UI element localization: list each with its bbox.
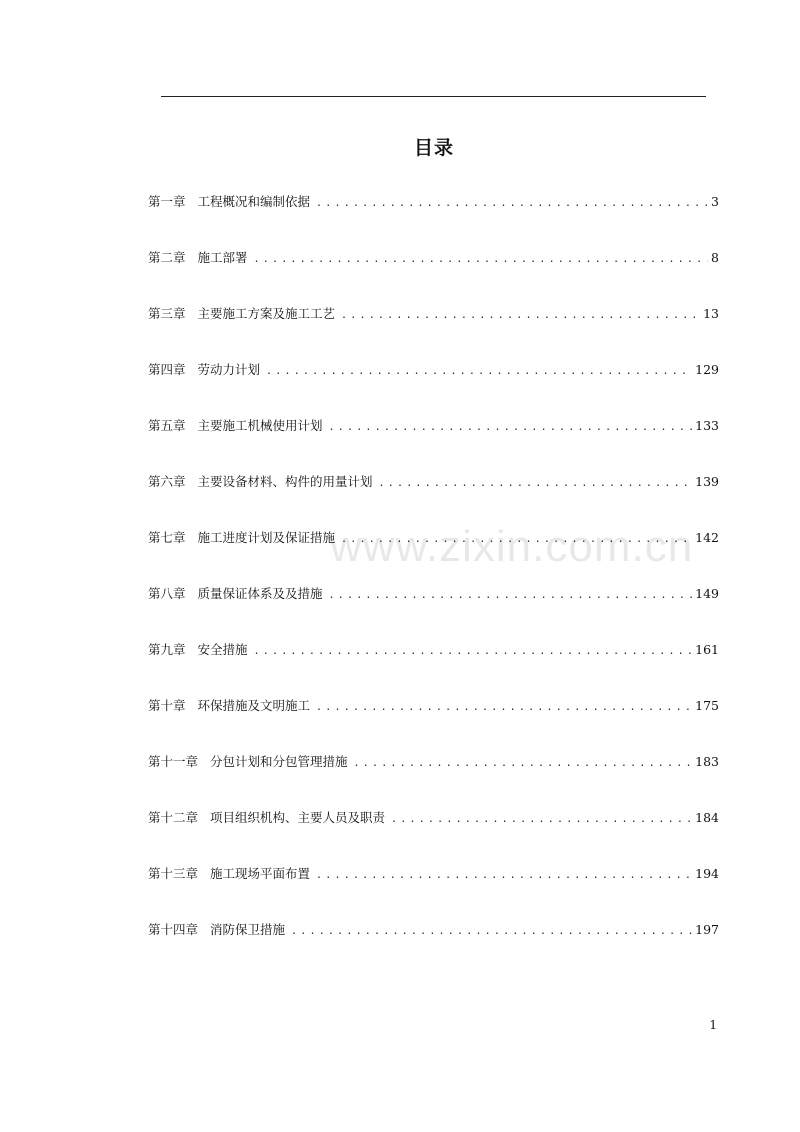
toc-page-number: 161 <box>695 642 719 657</box>
toc-chapter-label: 第八章 <box>148 586 186 601</box>
toc-heading: 项目组织机构、主要人员及职责 <box>210 810 386 825</box>
toc-dot-leader <box>329 416 693 440</box>
toc-page-number: 184 <box>695 810 719 825</box>
page-title: 目录 <box>413 137 454 159</box>
toc-dot-leader <box>316 696 692 720</box>
toc-entry[interactable] <box>148 750 719 806</box>
toc-chapter-label: 第十二章 <box>148 810 199 825</box>
toc-page-number: 8 <box>711 250 719 265</box>
toc-entry[interactable] <box>148 862 719 918</box>
toc-page-number: 142 <box>695 530 719 545</box>
toc-heading: 安全措施 <box>197 642 248 657</box>
toc-chapter-label: 第七章 <box>148 530 186 545</box>
toc-page-number: 149 <box>695 586 719 601</box>
toc-chapter-label: 第二章 <box>148 250 186 265</box>
toc-entry[interactable] <box>148 358 719 414</box>
toc-page-number: 197 <box>695 922 719 937</box>
toc-page-number: 13 <box>703 306 719 321</box>
toc-dot-leader <box>391 808 692 832</box>
toc-page-number: 3 <box>711 194 719 209</box>
toc-heading: 劳动力计划 <box>197 362 261 377</box>
header-rule <box>161 96 706 97</box>
toc-chapter-label: 第四章 <box>148 362 186 377</box>
toc-chapter-label: 第十一章 <box>148 754 199 769</box>
toc-entry[interactable] <box>148 918 719 974</box>
toc-page-number: 183 <box>695 754 719 769</box>
toc-page-number: 133 <box>695 418 719 433</box>
toc-dot-leader <box>254 640 693 664</box>
toc-chapter-label: 第六章 <box>148 474 186 489</box>
watermark: www.zixin.com.cn <box>330 522 694 571</box>
toc-chapter-label: 第一章 <box>148 194 186 209</box>
toc-heading: 消防保卫措施 <box>210 922 286 937</box>
toc-chapter-label: 第九章 <box>148 642 186 657</box>
toc-entry[interactable] <box>148 582 719 638</box>
toc-entry[interactable] <box>148 526 719 582</box>
toc-chapter-label: 第十三章 <box>148 866 199 881</box>
toc-dot-leader <box>341 528 692 552</box>
toc-heading: 施工进度计划及保证措施 <box>197 530 336 545</box>
toc-entry[interactable] <box>148 470 719 526</box>
toc-dot-leader <box>354 752 693 776</box>
toc-dot-leader <box>316 192 708 216</box>
toc-chapter-label: 第三章 <box>148 306 186 321</box>
toc-dot-leader <box>341 304 700 328</box>
toc-entry[interactable] <box>148 638 719 694</box>
toc-page-number: 139 <box>695 474 719 489</box>
toc-dot-leader <box>379 472 693 496</box>
toc-heading: 主要设备材料、构件的用量计划 <box>197 474 373 489</box>
toc-dot-leader <box>291 920 692 944</box>
toc-heading: 主要施工机械使用计划 <box>197 418 323 433</box>
toc-page-number: 175 <box>695 698 719 713</box>
toc-dot-leader <box>266 360 692 384</box>
toc-heading: 质量保证体系及及措施 <box>197 586 323 601</box>
toc-dot-leader <box>329 584 693 608</box>
toc-heading: 环保措施及文明施工 <box>197 698 311 713</box>
toc-heading: 分包计划和分包管理措施 <box>210 754 348 769</box>
toc-heading: 施工现场平面布置 <box>210 866 311 881</box>
toc-page-number: 129 <box>695 362 719 377</box>
toc-entry[interactable] <box>148 302 719 358</box>
toc-heading: 工程概况和编制依据 <box>197 194 311 209</box>
toc-dot-leader <box>254 248 709 272</box>
toc-chapter-label: 第十四章 <box>148 922 199 937</box>
toc-entry[interactable] <box>148 246 719 302</box>
page-number: 1 <box>709 1018 717 1032</box>
toc-page-number: 194 <box>695 866 719 881</box>
table-of-contents <box>148 190 719 974</box>
toc-chapter-label: 第五章 <box>148 418 186 433</box>
toc-heading: 施工部署 <box>197 250 248 265</box>
toc-entry[interactable] <box>148 694 719 750</box>
toc-entry[interactable] <box>148 190 719 246</box>
toc-entry[interactable] <box>148 806 719 862</box>
toc-entry[interactable] <box>148 414 719 470</box>
toc-heading: 主要施工方案及施工工艺 <box>197 306 336 321</box>
toc-chapter-label: 第十章 <box>148 698 186 713</box>
toc-dot-leader <box>316 864 692 888</box>
